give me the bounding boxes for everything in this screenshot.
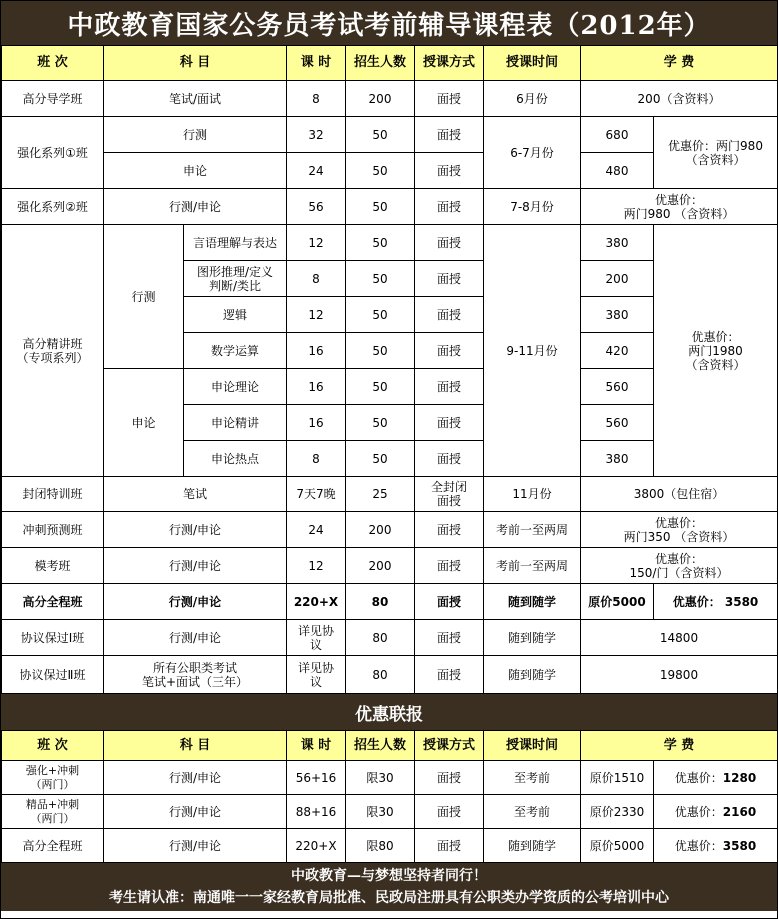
course-table xyxy=(1,45,778,694)
original-fee: 原价2330 xyxy=(581,795,654,829)
enroll: 50 xyxy=(346,117,415,153)
subject: 行测/申论 xyxy=(104,584,287,620)
time: 考前一至两周 xyxy=(484,512,581,548)
header-subject: 科 目 xyxy=(104,731,287,761)
class-name: 精品+冲刺 （两门） xyxy=(2,795,104,829)
table-row xyxy=(2,620,778,656)
hours: 56+16 xyxy=(287,761,346,795)
fee: 480 xyxy=(581,153,654,189)
fee: 560 xyxy=(581,405,654,441)
discount-fee: 优惠价： 两门1980 （含资料） xyxy=(654,225,778,477)
enroll: 200 xyxy=(346,548,415,584)
header-class: 班 次 xyxy=(2,731,104,761)
hours: 7天7晚 xyxy=(287,477,346,512)
hours: 详见协 议 xyxy=(287,656,346,694)
fee: 14800 xyxy=(581,620,778,656)
discount-label: 优惠价： xyxy=(674,804,723,819)
header-fee: 学 费 xyxy=(581,731,778,761)
time: 11月份 xyxy=(484,477,581,512)
enroll: 限30 xyxy=(346,795,415,829)
subject: 行测/申论 xyxy=(104,548,287,584)
page-title: 中政教育国家公务员考试考前辅导课程表（2012年） xyxy=(1,1,777,45)
enroll: 25 xyxy=(346,477,415,512)
enroll: 50 xyxy=(346,297,415,333)
class-name: 协议保过Ⅰ班 xyxy=(2,620,104,656)
hours: 56 xyxy=(287,189,346,225)
mode: 面授 xyxy=(415,189,484,225)
subject: 行测/申论 xyxy=(104,795,287,829)
fee: 380 xyxy=(581,225,654,261)
table-row xyxy=(2,829,778,863)
hours: 88+16 xyxy=(287,795,346,829)
header-time: 授课时间 xyxy=(484,731,581,761)
table-row xyxy=(2,477,778,512)
fee: 200（含资料） xyxy=(581,81,778,117)
subject: 申论精讲 xyxy=(184,405,287,441)
subject: 行测/申论 xyxy=(104,189,287,225)
enroll: 50 xyxy=(346,261,415,297)
subject: 行测/申论 xyxy=(104,512,287,548)
enroll: 200 xyxy=(346,81,415,117)
mode: 面授 xyxy=(415,795,484,829)
time: 随到随学 xyxy=(484,584,581,620)
class-name: 高分精讲班 （专项系列） xyxy=(2,225,104,477)
enroll: 50 xyxy=(346,405,415,441)
subject: 申论理论 xyxy=(184,369,287,405)
discount-fee xyxy=(654,761,778,795)
time: 随到随学 xyxy=(484,829,581,863)
time: 至考前 xyxy=(484,795,581,829)
time: 至考前 xyxy=(484,761,581,795)
time: 随到随学 xyxy=(484,656,581,694)
fee: 680 xyxy=(581,117,654,153)
mode: 面授 xyxy=(415,81,484,117)
time: 考前一至两周 xyxy=(484,548,581,584)
footer-slogan: 中政教育—与梦想坚持者同行！ xyxy=(291,868,487,884)
combo-section-title: 优惠联报 xyxy=(1,694,777,730)
combo-table xyxy=(1,730,778,863)
original-fee: 原价5000 xyxy=(581,829,654,863)
table-row xyxy=(2,656,778,694)
mode: 面授 xyxy=(415,405,484,441)
class-name: 高分全程班 xyxy=(2,584,104,620)
header-fee: 学 费 xyxy=(581,46,778,81)
table-row xyxy=(2,795,778,829)
fee: 3800（包住宿） xyxy=(581,477,778,512)
fee: 优惠价： 两门350 （含资料） xyxy=(581,512,778,548)
time: 9-11月份 xyxy=(484,225,581,477)
header-enroll: 招生人数 xyxy=(346,731,415,761)
mode: 面授 xyxy=(415,261,484,297)
discount-fee: 优惠价： 3580 xyxy=(654,584,778,620)
mode: 面授 xyxy=(415,620,484,656)
subject: 逻辑 xyxy=(184,297,287,333)
hours: 220+X xyxy=(287,829,346,863)
original-fee: 原价1510 xyxy=(581,761,654,795)
mode: 全封闭 面授 xyxy=(415,477,484,512)
fee: 200 xyxy=(581,261,654,297)
enroll: 80 xyxy=(346,620,415,656)
table-row xyxy=(2,548,778,584)
enroll: 80 xyxy=(346,584,415,620)
class-name: 封闭特训班 xyxy=(2,477,104,512)
table-row xyxy=(2,584,778,620)
mode: 面授 xyxy=(415,584,484,620)
subject: 申论热点 xyxy=(184,441,287,477)
table-row xyxy=(2,117,778,153)
subject: 申论 xyxy=(104,153,287,189)
fee: 380 xyxy=(581,297,654,333)
time: 7-8月份 xyxy=(484,189,581,225)
mode: 面授 xyxy=(415,297,484,333)
hours: 12 xyxy=(287,297,346,333)
enroll: 50 xyxy=(346,333,415,369)
header-class: 班 次 xyxy=(2,46,104,81)
enroll: 80 xyxy=(346,656,415,694)
enroll: 50 xyxy=(346,189,415,225)
header-enroll: 招生人数 xyxy=(346,46,415,81)
class-name: 强化系列①班 xyxy=(2,117,104,189)
mode: 面授 xyxy=(415,153,484,189)
table-row xyxy=(2,761,778,795)
discount-label: 优惠价： xyxy=(674,838,723,853)
hours: 220+X xyxy=(287,584,346,620)
header-hours: 课 时 xyxy=(287,46,346,81)
mode: 面授 xyxy=(415,512,484,548)
discount-fee: 优惠价：两门980 （含资料） xyxy=(654,117,778,189)
hours: 16 xyxy=(287,333,346,369)
fee: 420 xyxy=(581,333,654,369)
mode: 面授 xyxy=(415,369,484,405)
subject-group: 行测 xyxy=(104,225,184,369)
class-name: 高分全程班 xyxy=(2,829,104,863)
hours: 32 xyxy=(287,117,346,153)
discount-fee xyxy=(654,829,778,863)
table-row xyxy=(2,512,778,548)
subject: 笔试 xyxy=(104,477,287,512)
table-row xyxy=(2,189,778,225)
time: 6-7月份 xyxy=(484,117,581,189)
table-header-row xyxy=(2,46,778,81)
hours: 8 xyxy=(287,81,346,117)
class-name: 模考班 xyxy=(2,548,104,584)
mode: 面授 xyxy=(415,117,484,153)
subject: 笔试/面试 xyxy=(104,81,287,117)
footer xyxy=(1,863,777,911)
subject: 行测/申论 xyxy=(104,761,287,795)
header-hours: 课 时 xyxy=(287,731,346,761)
subject: 图形推理/定义 判断/类比 xyxy=(184,261,287,297)
fee: 380 xyxy=(581,441,654,477)
discount-value: 1280 xyxy=(722,770,757,785)
mode: 面授 xyxy=(415,333,484,369)
fee: 19800 xyxy=(581,656,778,694)
discount-value: 2160 xyxy=(722,804,757,819)
fee: 560 xyxy=(581,369,654,405)
table-row xyxy=(2,81,778,117)
fee: 优惠价： 150/门（含资料） xyxy=(581,548,778,584)
class-name: 协议保过Ⅱ班 xyxy=(2,656,104,694)
class-name: 强化系列②班 xyxy=(2,189,104,225)
enroll: 50 xyxy=(346,153,415,189)
subject: 数学运算 xyxy=(184,333,287,369)
fee: 优惠价： 两门980 （含资料） xyxy=(581,189,778,225)
mode: 面授 xyxy=(415,761,484,795)
hours: 24 xyxy=(287,153,346,189)
class-name: 高分导学班 xyxy=(2,81,104,117)
hours: 16 xyxy=(287,369,346,405)
header-subject: 科 目 xyxy=(104,46,287,81)
subject: 行测/申论 xyxy=(104,620,287,656)
hours: 12 xyxy=(287,225,346,261)
time: 随到随学 xyxy=(484,620,581,656)
mode: 面授 xyxy=(415,225,484,261)
enroll: 200 xyxy=(346,512,415,548)
time: 6月份 xyxy=(484,81,581,117)
class-name: 冲刺预测班 xyxy=(2,512,104,548)
subject: 行测 xyxy=(104,117,287,153)
mode: 面授 xyxy=(415,548,484,584)
hours: 8 xyxy=(287,441,346,477)
class-name: 强化+冲刺 （两门） xyxy=(2,761,104,795)
header-mode: 授课方式 xyxy=(415,46,484,81)
discount-label: 优惠价： xyxy=(674,770,723,785)
mode: 面授 xyxy=(415,829,484,863)
enroll: 限80 xyxy=(346,829,415,863)
hours: 16 xyxy=(287,405,346,441)
table-header-row xyxy=(2,731,778,761)
mode: 面授 xyxy=(415,441,484,477)
subject: 行测/申论 xyxy=(104,829,287,863)
hours: 24 xyxy=(287,512,346,548)
header-time: 授课时间 xyxy=(484,46,581,81)
subject: 言语理解与表达 xyxy=(184,225,287,261)
footer-notice: 考生请认准：南通唯一一家经教育局批准、民政局注册具有公职类办学资质的公考培训中心 xyxy=(109,890,669,906)
enroll: 50 xyxy=(346,441,415,477)
enroll: 50 xyxy=(346,225,415,261)
hours: 12 xyxy=(287,548,346,584)
discount-fee xyxy=(654,795,778,829)
header-mode: 授课方式 xyxy=(415,731,484,761)
subject: 所有公职类考试 笔试+面试（三年） xyxy=(104,656,287,694)
mode: 面授 xyxy=(415,656,484,694)
table-row xyxy=(2,225,778,261)
enroll: 50 xyxy=(346,369,415,405)
discount-value: 3580 xyxy=(722,838,757,853)
original-fee: 原价5000 xyxy=(581,584,654,620)
hours: 8 xyxy=(287,261,346,297)
hours: 详见协 议 xyxy=(287,620,346,656)
enroll: 限30 xyxy=(346,761,415,795)
subject-group: 申论 xyxy=(104,369,184,477)
